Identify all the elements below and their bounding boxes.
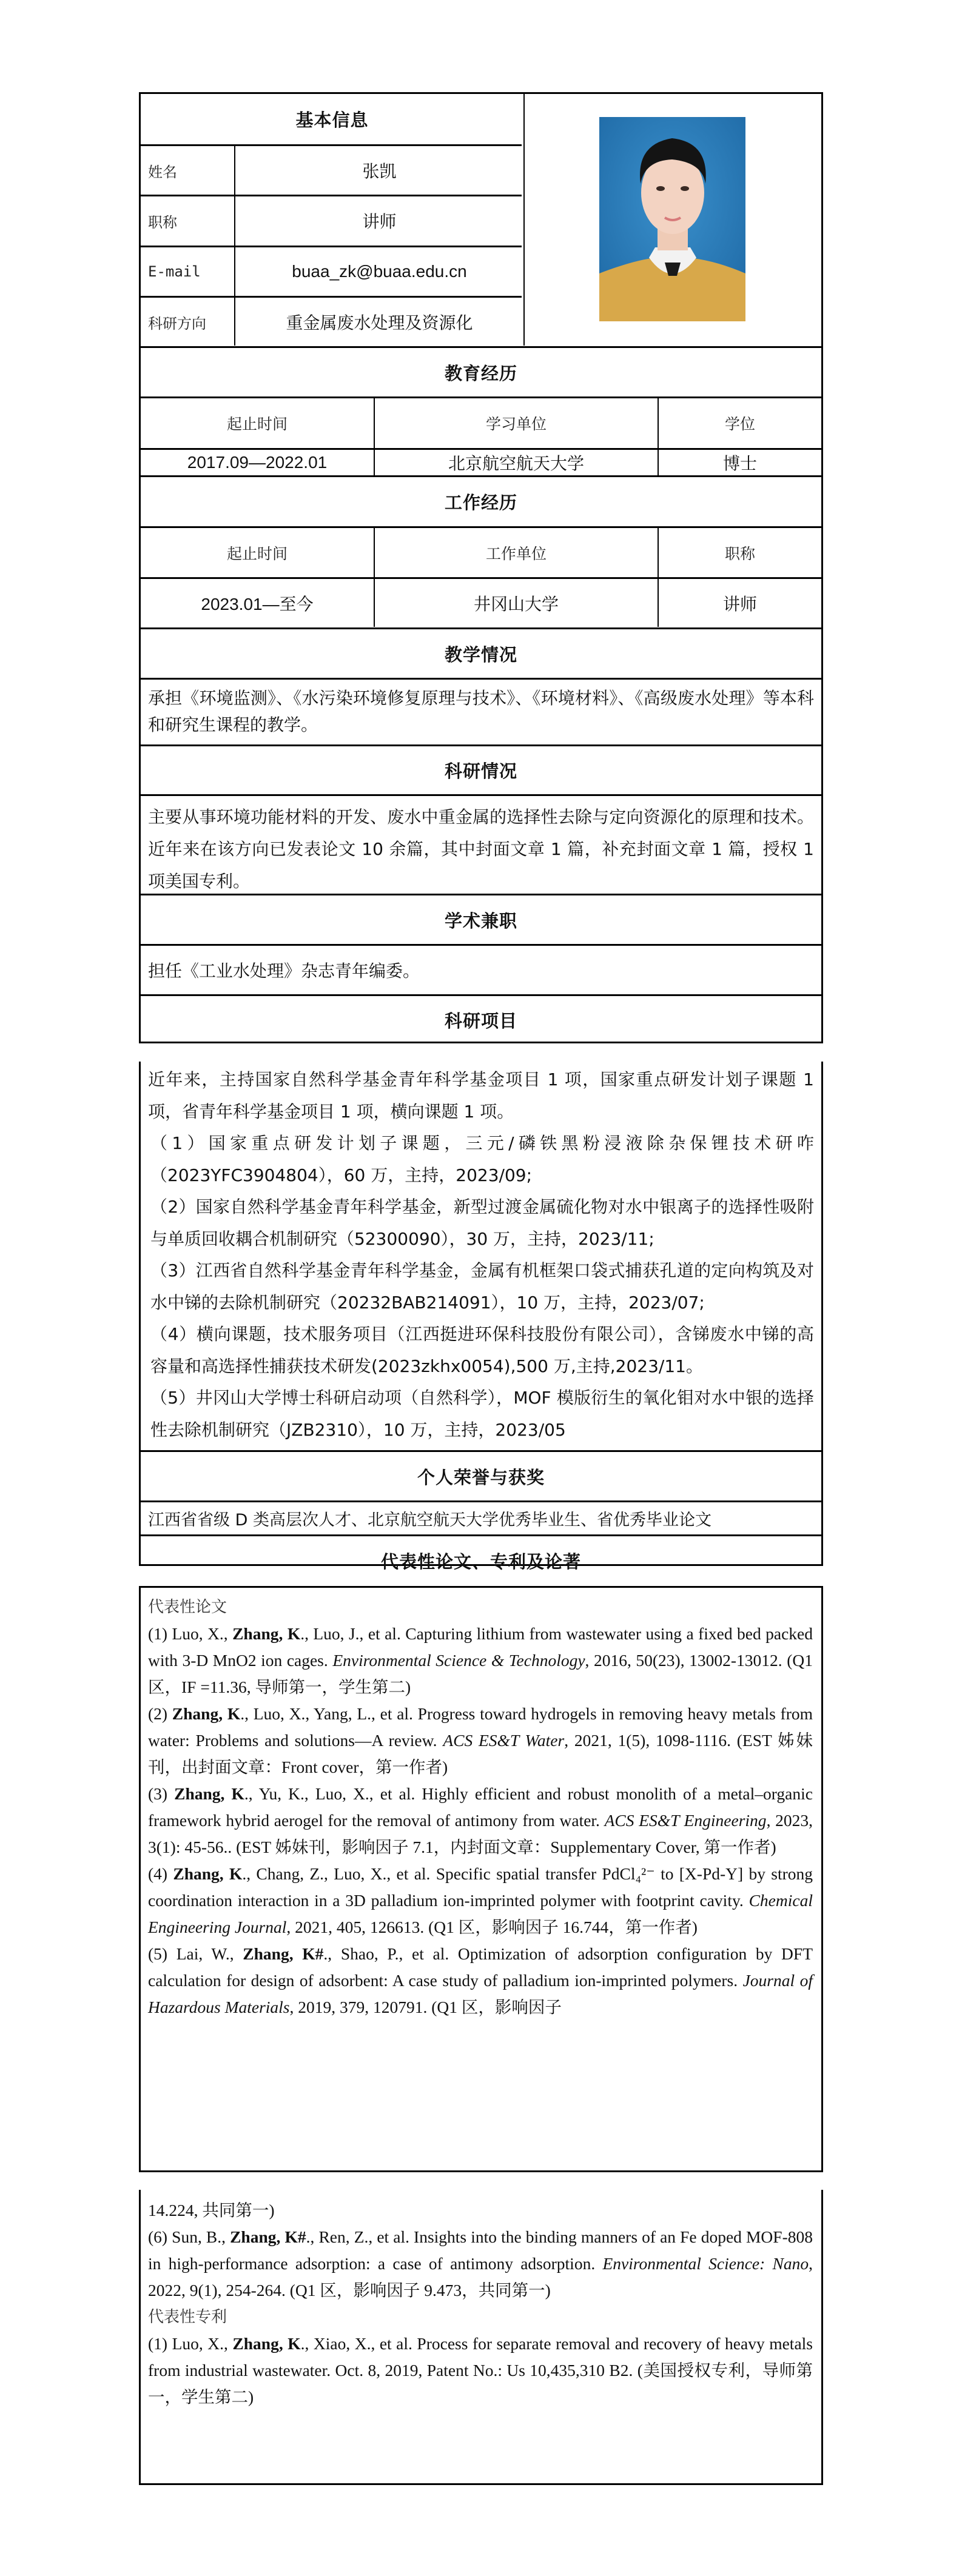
paper-item: (2) Zhang, K., Luo, X., Yang, L., et al. Progress toward hydrogels in removing heavy metals from water: Problems and solutions—A review. ACS ES&T Water, 2021, 1(5), 1098-1116. (EST 姊妹刊，出封面文章：Front cover，第一作者) <box>148 1704 813 1776</box>
divider <box>523 92 525 346</box>
edu-period: 2017.09—2022.01 <box>187 453 328 472</box>
paper-item-continued: 14.224, 共同第一) <box>148 2201 275 2220</box>
edu-degree: 博士 <box>722 453 757 473</box>
work-header-title: 职称 <box>724 544 755 563</box>
work-employer: 井冈山大学 <box>473 594 559 614</box>
paper-item: (5) Lai, W., Zhang, K#., Shao, P., et al. Optimization of adsorption configuration by DFT calculation for design of adsorbent: A case study of palladium ion-imprinted polymers. Journal of Hazardous Materials, 2019, 379, 120791. (Q1 区，影响因子 <box>148 1944 813 2016</box>
honors-text: 江西省省级 D 类高层次人才、北京航空航天大学优秀毕业生、省优秀毕业论文 <box>148 1510 711 1530</box>
project-item: （5）井冈山大学博士科研启动项（自然科学），MOF 模版衍生的氧化钼对水中银的选择性去除机制研究（JZB2310），10 万，主持，2023/05 <box>150 1388 814 1440</box>
profile-photo <box>599 117 745 321</box>
work-title: 讲师 <box>722 594 757 614</box>
edu-header-degree: 学位 <box>724 415 755 433</box>
papers-heading: 代表性论文 <box>148 1598 227 1616</box>
paper-item: (1) Luo, X., Zhang, K., Luo, J., et al. Capturing lithium from wastewater using a fixed bed packed with 3-D MnO2 ion cages. Environmental Science & Technology, 2016, 50(23), 13002-13012. (Q1 区，IF =11.36, 导师第一，学生第二) <box>148 1624 813 1696</box>
field-value-research-direction: 重金属废水处理及资源化 <box>286 313 473 333</box>
field-label-email: E-mail <box>148 263 201 280</box>
projects-intro: 近年来，主持国家自然科学基金青年科学基金项目 1 项，国家重点研发计划子课题 1 项，省青年科学基金项目 1 项，横向课题 1 项。 <box>148 1069 814 1122</box>
paper-item: (3) Zhang, K., Yu, K., Luo, X., et al. Highly efficient and robust monolith of a metal–organic framework hybrid aerogel for the removal of antimony from water. ACS ES&T Engineering, 2023, 3(1): 45-56.. (EST 姊妹刊，影响因子 7.1，内封面文章：Supplementary Cover, 第一作者) <box>148 1784 813 1856</box>
projects-content <box>148 1064 814 1446</box>
field-value-name: 张凯 <box>362 161 397 181</box>
publications-table-page-2 <box>139 1586 823 2172</box>
project-item: （3）江西省自然科学基金青年科学基金，金属有机框架口袋式捕获孔道的定向构筑及对水中锑的去除机制研究（20232BAB214091），10 万，主持，2023/07; <box>150 1260 814 1313</box>
project-item: （4）横向课题，技术服务项目（江西挺进环保科技股份有限公司），含锑废水中锑的高容量和高选择性捕获技术研发(2023zkhx0054),500 万,主持,2023/11。 <box>150 1324 814 1376</box>
work-header-period: 起止时间 <box>226 544 288 563</box>
edu-institution: 北京航空航天大学 <box>448 453 584 473</box>
research-text: 主要从事环境功能材料的开发、废水中重金属的选择性去除与定向资源化的原理和技术。近年来在该方向已发表论文 10 余篇，其中封面文章 1 篇，补充封面文章 1 篇，授权 1 项美国专利。 <box>148 807 814 891</box>
divider <box>141 794 821 796</box>
edu-header-period: 起止时间 <box>226 415 288 433</box>
field-label-research-direction: 科研方向 <box>148 315 206 332</box>
section-title-honors: 个人荣誉与获奖 <box>417 1467 545 1488</box>
section-title-work: 工作经历 <box>444 492 517 513</box>
profile-table-page-3 <box>139 2190 823 2485</box>
field-value-title: 讲师 <box>362 212 397 232</box>
portrait-image <box>599 117 745 321</box>
project-item: （2）国家自然科学基金青年科学基金，新型过渡金属硫化物对水中银离子的选择性吸附与单质回收耦合机制研究（52300090），30 万，主持，2023/11; <box>150 1197 814 1249</box>
profile-table-page-2 <box>139 1062 823 1572</box>
field-value-email[interactable]: buaa_zk@buaa.edu.cn <box>292 262 467 281</box>
section-title-academic-posts: 学术兼职 <box>444 910 517 931</box>
project-item: （1）国家重点研发计划子课题，三元/磷铁黑粉浸液除杂保锂技术研咋（2023YFC3904804），60 万，主持，2023/09; <box>150 1133 814 1185</box>
academic-posts-text: 担任《工业水处理》杂志青年编委。 <box>148 961 420 981</box>
work-period: 2023.01—至今 <box>201 595 314 614</box>
work-header-employer: 工作单位 <box>485 544 547 563</box>
field-label-name: 姓名 <box>148 163 177 181</box>
section-title-research: 科研情况 <box>444 761 517 781</box>
paper-item: (4) Zhang, K., Chang, Z., Luo, X., et al. Specific spatial transfer PdCl₄²⁻ to [X-Pd-Y] by strong coordination interaction in a 3D palladium ion-imprinted polymer with footprint cavity. Chemical Engineering Journal, 2021, 405, 126613. (Q1 区，影响因子 16.744，第一作者) <box>148 1864 813 1936</box>
section-title-publications: 代表性论文、专利及论著 <box>380 1551 581 1572</box>
section-title-basic-info: 基本信息 <box>295 110 369 130</box>
teaching-text: 承担《环境监测》、《水污染环境修复原理与技术》、《环境材料》、《高级废水处理》等本科和研究生课程的教学。 <box>148 688 814 735</box>
section-title-projects: 科研项目 <box>444 1010 517 1031</box>
patents-heading: 代表性专利 <box>148 2308 227 2326</box>
divider <box>141 678 821 680</box>
publications-list <box>148 1594 813 2021</box>
paper-item: (6) Sun, B., Zhang, K#., Ren, Z., et al. Insights into the binding manners of an Fe doped MOF-808 in high-performance adsorption: a case of antimony adsorption. Environmental Science: Nano, 2022, 9(1), 254-264. (Q1 区，影响因子 9.473，共同第一) <box>148 2227 813 2300</box>
edu-header-institution: 学习单位 <box>485 415 547 433</box>
field-label-title: 职称 <box>148 213 177 231</box>
patent-item: (1) Luo, X., Zhang, K., Xiao, X., et al. Process for separate removal and recovery of heavy metals from industrial wastewater. Oct. 8, 2019, Patent No.: Us 10,435,310 B2. (美国授权专利，导师第一，学生第二) <box>148 2334 813 2406</box>
section-title-education: 教育经历 <box>444 363 517 384</box>
publications-list-continued <box>148 2197 813 2410</box>
section-title-teaching: 教学情况 <box>444 644 517 665</box>
